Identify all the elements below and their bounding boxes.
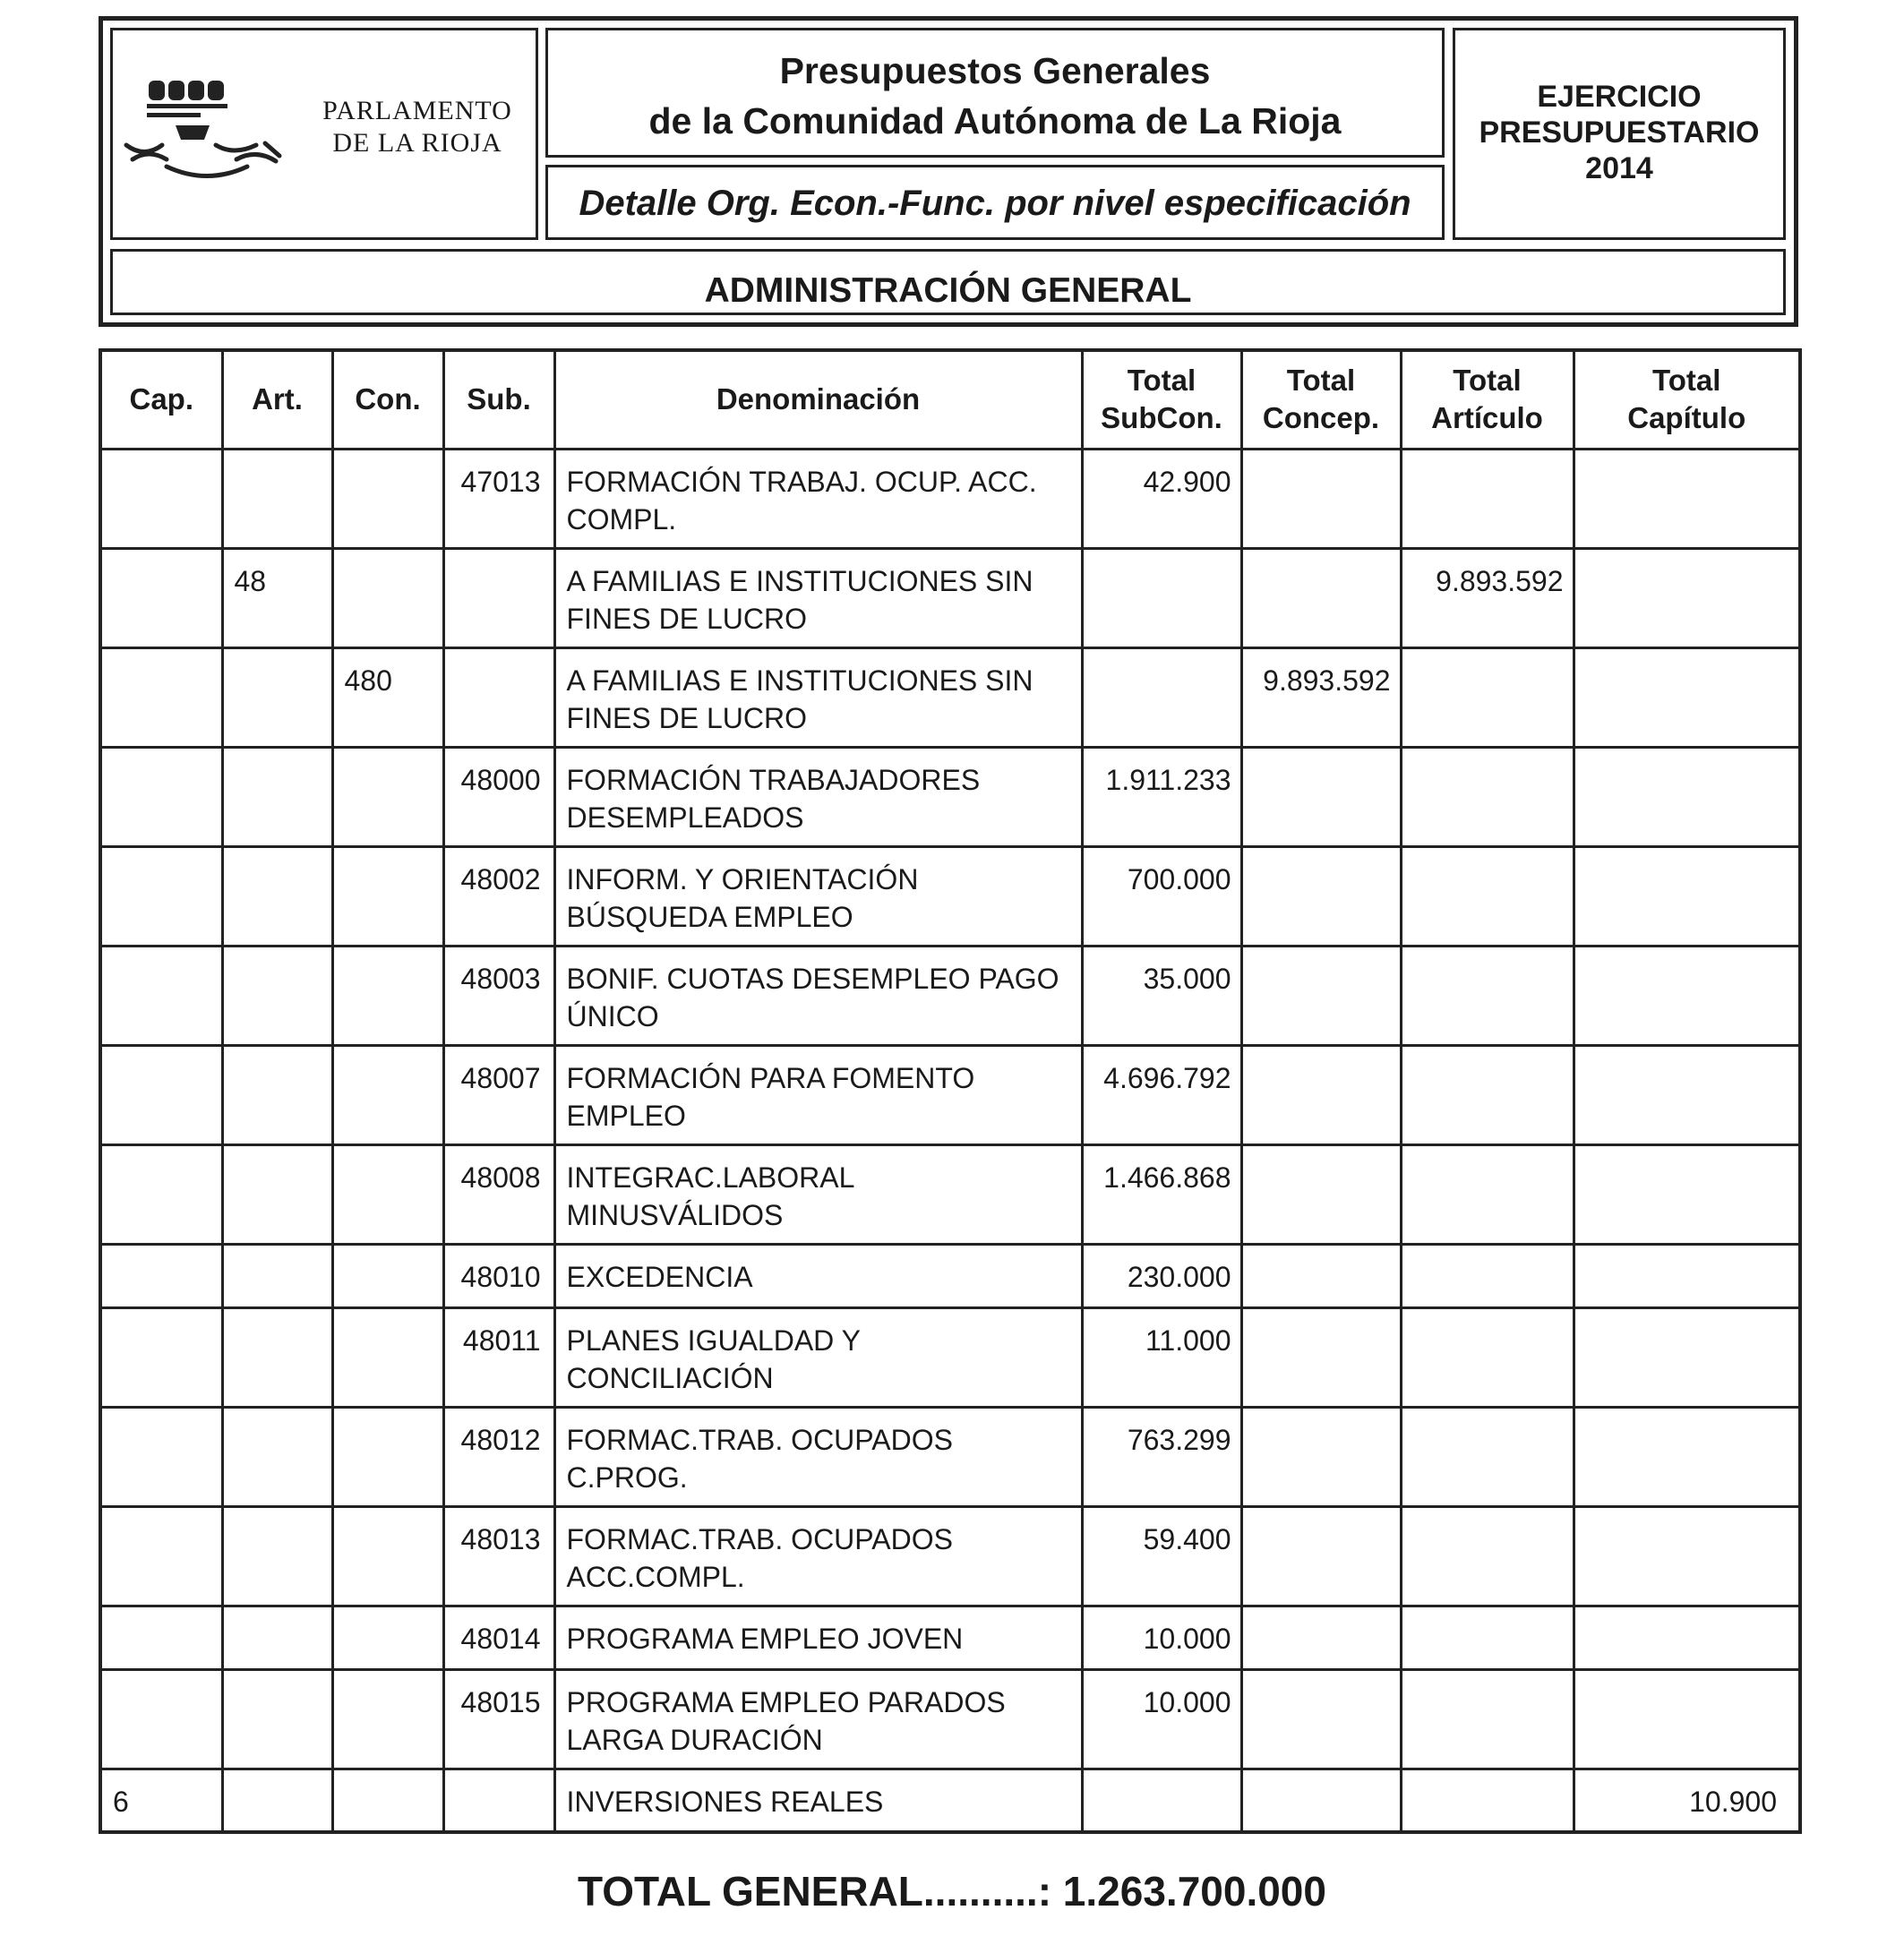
cell-con xyxy=(332,1769,443,1832)
cell-total-concep xyxy=(1241,946,1401,1045)
cell-sub xyxy=(443,1769,554,1832)
logo-box xyxy=(110,28,538,240)
cell-denominacion: PROGRAMA EMPLEO PARADOS LARGA DURACIÓN xyxy=(554,1669,1082,1769)
cell-sub: 48002 xyxy=(443,846,554,946)
cell-total-concep xyxy=(1241,548,1401,647)
cell-total-concep xyxy=(1241,1144,1401,1244)
cell-total-capitulo xyxy=(1574,1669,1800,1769)
cell-denominacion: FORMACIÓN TRABAJADORES DESEMPLEADOS xyxy=(554,747,1082,846)
cell-cap xyxy=(100,1407,222,1506)
cell-total-subcon: 35.000 xyxy=(1082,946,1241,1045)
cell-sub: 48015 xyxy=(443,1669,554,1769)
budget-table xyxy=(99,348,1802,1834)
cell-total-subcon: 230.000 xyxy=(1082,1244,1241,1307)
cell-total-subcon: 10.000 xyxy=(1082,1606,1241,1669)
cell-sub: 48012 xyxy=(443,1407,554,1506)
cell-denominacion: INTEGRAC.LABORAL MINUSVÁLIDOS xyxy=(554,1144,1082,1244)
cell-total-subcon: 10.000 xyxy=(1082,1669,1241,1769)
exercise-year: 2014 xyxy=(1585,151,1653,185)
cell-con xyxy=(332,449,443,548)
table-row xyxy=(100,1506,1800,1606)
cell-con xyxy=(332,548,443,647)
table-row xyxy=(100,846,1800,946)
cell-con xyxy=(332,747,443,846)
cell-sub: 48010 xyxy=(443,1244,554,1307)
cell-total-concep xyxy=(1241,1407,1401,1506)
cell-total-articulo xyxy=(1401,647,1574,747)
cell-total-subcon xyxy=(1082,647,1241,747)
total-general: TOTAL GENERAL..........: 1.263.700.000 xyxy=(578,1868,1326,1915)
table-row xyxy=(100,1144,1800,1244)
cell-denominacion: INFORM. Y ORIENTACIÓN BÚSQUEDA EMPLEO xyxy=(554,846,1082,946)
cell-total-articulo xyxy=(1401,449,1574,548)
cell-total-subcon: 1.466.868 xyxy=(1082,1144,1241,1244)
cell-cap xyxy=(100,1144,222,1244)
cell-sub: 48007 xyxy=(443,1045,554,1144)
exercise-box xyxy=(1453,28,1786,240)
cell-total-subcon: 4.696.792 xyxy=(1082,1045,1241,1144)
section-title: ADMINISTRACIÓN GENERAL xyxy=(704,271,1192,310)
table-row xyxy=(100,1307,1800,1407)
table-row xyxy=(100,1769,1800,1832)
cell-cap xyxy=(100,747,222,846)
table-row xyxy=(100,1045,1800,1144)
cell-total-concep xyxy=(1241,449,1401,548)
cell-total-concep xyxy=(1241,1506,1401,1606)
cell-total-articulo xyxy=(1401,846,1574,946)
document-title-line-2: de la Comunidad Autónoma de La Rioja xyxy=(648,100,1342,141)
header-con: Con. xyxy=(332,350,443,449)
exercise-line-1: EJERCICIO xyxy=(1537,80,1702,114)
cell-total-concep xyxy=(1241,1244,1401,1307)
cell-con xyxy=(332,1307,443,1407)
header-total-concep-line-2: Concep. xyxy=(1262,401,1380,435)
document-title-line-1: Presupuestos Generales xyxy=(779,50,1211,91)
cell-total-concep xyxy=(1241,1769,1401,1832)
cell-total-capitulo xyxy=(1574,1407,1800,1506)
cell-con xyxy=(332,1144,443,1244)
document-subtitle: Detalle Org. Econ.-Func. por nivel especificación xyxy=(579,184,1411,223)
header-total-subcon xyxy=(1082,350,1241,449)
cell-cap xyxy=(100,1506,222,1606)
table-row xyxy=(100,1244,1800,1307)
cell-sub: 48013 xyxy=(443,1506,554,1606)
cell-total-articulo xyxy=(1401,747,1574,846)
cell-denominacion: A FAMILIAS E INSTITUCIONES SIN FINES DE LUCRO xyxy=(554,548,1082,647)
cell-total-capitulo xyxy=(1574,1244,1800,1307)
cell-total-capitulo xyxy=(1574,1606,1800,1669)
cell-denominacion: A FAMILIAS E INSTITUCIONES SIN FINES DE LUCRO xyxy=(554,647,1082,747)
cell-denominacion: FORMACIÓN PARA FOMENTO EMPLEO xyxy=(554,1045,1082,1144)
cell-sub: 48000 xyxy=(443,747,554,846)
cell-con xyxy=(332,1045,443,1144)
cell-total-concep xyxy=(1241,747,1401,846)
cell-cap xyxy=(100,846,222,946)
cell-total-capitulo xyxy=(1574,1506,1800,1606)
cell-total-articulo xyxy=(1401,1307,1574,1407)
title-box xyxy=(545,28,1445,158)
cell-con: 480 xyxy=(332,647,443,747)
header-sub: Sub. xyxy=(443,350,554,449)
cell-art xyxy=(222,1506,332,1606)
cell-total-concep xyxy=(1241,1045,1401,1144)
cell-con xyxy=(332,1669,443,1769)
cell-cap xyxy=(100,1307,222,1407)
cell-art xyxy=(222,1307,332,1407)
cell-total-subcon xyxy=(1082,1769,1241,1832)
cell-total-articulo: 9.893.592 xyxy=(1401,548,1574,647)
cell-art xyxy=(222,647,332,747)
table-row xyxy=(100,449,1800,548)
cell-total-capitulo xyxy=(1574,449,1800,548)
cell-denominacion: INVERSIONES REALES xyxy=(554,1769,1082,1832)
cell-sub xyxy=(443,548,554,647)
cell-art xyxy=(222,1244,332,1307)
cell-sub xyxy=(443,647,554,747)
cell-total-concep: 9.893.592 xyxy=(1241,647,1401,747)
table-row xyxy=(100,946,1800,1045)
cell-total-subcon: 763.299 xyxy=(1082,1407,1241,1506)
cell-total-subcon: 59.400 xyxy=(1082,1506,1241,1606)
cell-art xyxy=(222,1769,332,1832)
cell-art: 48 xyxy=(222,548,332,647)
cell-total-articulo xyxy=(1401,1506,1574,1606)
header-total-concep xyxy=(1241,350,1401,449)
cell-con xyxy=(332,1506,443,1606)
cell-art xyxy=(222,1407,332,1506)
cell-denominacion: FORMACIÓN TRABAJ. OCUP. ACC. COMPL. xyxy=(554,449,1082,548)
cell-con xyxy=(332,946,443,1045)
cell-cap xyxy=(100,647,222,747)
cell-art xyxy=(222,846,332,946)
cell-sub: 47013 xyxy=(443,449,554,548)
cell-denominacion: BONIF. CUOTAS DESEMPLEO PAGO ÚNICO xyxy=(554,946,1082,1045)
cell-con xyxy=(332,1606,443,1669)
cell-art xyxy=(222,1606,332,1669)
cell-art xyxy=(222,1045,332,1144)
cell-cap xyxy=(100,1606,222,1669)
table-row xyxy=(100,647,1800,747)
cell-total-articulo xyxy=(1401,946,1574,1045)
cell-total-capitulo xyxy=(1574,1307,1800,1407)
header-total-subcon-line-1: Total xyxy=(1127,364,1196,398)
cell-total-articulo xyxy=(1401,1244,1574,1307)
exercise-line-2: PRESUPUESTARIO xyxy=(1479,116,1760,150)
cell-art xyxy=(222,946,332,1045)
cell-total-concep xyxy=(1241,846,1401,946)
cell-total-articulo xyxy=(1401,1144,1574,1244)
cell-total-articulo xyxy=(1401,1769,1574,1832)
logo-text xyxy=(301,95,534,159)
cell-total-concep xyxy=(1241,1606,1401,1669)
logo-line-2: DE LA RIOJA xyxy=(332,128,502,158)
table-row xyxy=(100,747,1800,846)
cell-total-capitulo xyxy=(1574,946,1800,1045)
cell-total-capitulo xyxy=(1574,747,1800,846)
cell-art xyxy=(222,449,332,548)
cell-denominacion: FORMAC.TRAB. OCUPADOS C.PROG. xyxy=(554,1407,1082,1506)
cell-total-capitulo xyxy=(1574,846,1800,946)
header-total-capitulo xyxy=(1574,350,1800,449)
cell-total-capitulo: 10.900 xyxy=(1574,1769,1800,1832)
header-denominacion: Denominación xyxy=(554,350,1082,449)
cell-cap xyxy=(100,1244,222,1307)
cell-total-capitulo xyxy=(1574,647,1800,747)
header-total-concep-line-1: Total xyxy=(1286,364,1356,398)
cell-sub: 48011 xyxy=(443,1307,554,1407)
cell-total-articulo xyxy=(1401,1669,1574,1769)
cell-art xyxy=(222,1669,332,1769)
header-total-articulo-line-2: Artículo xyxy=(1431,401,1543,435)
cell-total-capitulo xyxy=(1574,548,1800,647)
cell-cap xyxy=(100,946,222,1045)
header-cap: Cap. xyxy=(100,350,222,449)
cell-art xyxy=(222,1144,332,1244)
header-total-capitulo-line-2: Capítulo xyxy=(1627,401,1746,435)
cell-cap xyxy=(100,548,222,647)
cell-total-capitulo xyxy=(1574,1045,1800,1144)
cell-sub: 48008 xyxy=(443,1144,554,1244)
cell-con xyxy=(332,1407,443,1506)
table-header-row xyxy=(100,350,1800,449)
cell-total-capitulo xyxy=(1574,1144,1800,1244)
cell-total-articulo xyxy=(1401,1407,1574,1506)
cell-total-subcon: 42.900 xyxy=(1082,449,1241,548)
header-total-subcon-line-2: SubCon. xyxy=(1101,401,1222,435)
section-box xyxy=(110,249,1786,315)
cell-art xyxy=(222,747,332,846)
cell-con xyxy=(332,846,443,946)
cell-denominacion: PROGRAMA EMPLEO JOVEN xyxy=(554,1606,1082,1669)
cell-total-articulo xyxy=(1401,1606,1574,1669)
header-total-capitulo-line-1: Total xyxy=(1652,364,1721,398)
table-row xyxy=(100,548,1800,647)
cell-total-subcon: 700.000 xyxy=(1082,846,1241,946)
cell-total-articulo xyxy=(1401,1045,1574,1144)
cell-total-subcon: 11.000 xyxy=(1082,1307,1241,1407)
header-total-articulo xyxy=(1401,350,1574,449)
header-total-articulo-line-1: Total xyxy=(1453,364,1522,398)
cell-denominacion: FORMAC.TRAB. OCUPADOS ACC.COMPL. xyxy=(554,1506,1082,1606)
subtitle-box xyxy=(545,165,1445,240)
cell-total-subcon: 1.911.233 xyxy=(1082,747,1241,846)
cell-total-concep xyxy=(1241,1307,1401,1407)
parliament-logo-icon xyxy=(122,73,292,190)
cell-total-concep xyxy=(1241,1669,1401,1769)
table-row xyxy=(100,1407,1800,1506)
logo-line-1: PARLAMENTO xyxy=(322,96,512,125)
cell-sub: 48014 xyxy=(443,1606,554,1669)
table-row xyxy=(100,1606,1800,1669)
cell-sub: 48003 xyxy=(443,946,554,1045)
cell-denominacion: PLANES IGUALDAD Y CONCILIACIÓN xyxy=(554,1307,1082,1407)
cell-cap: 6 xyxy=(100,1769,222,1832)
cell-con xyxy=(332,1244,443,1307)
header-art: Art. xyxy=(222,350,332,449)
cell-cap xyxy=(100,1669,222,1769)
cell-total-subcon xyxy=(1082,548,1241,647)
table-row xyxy=(100,1669,1800,1769)
cell-cap xyxy=(100,449,222,548)
cell-denominacion: EXCEDENCIA xyxy=(554,1244,1082,1307)
cell-cap xyxy=(100,1045,222,1144)
